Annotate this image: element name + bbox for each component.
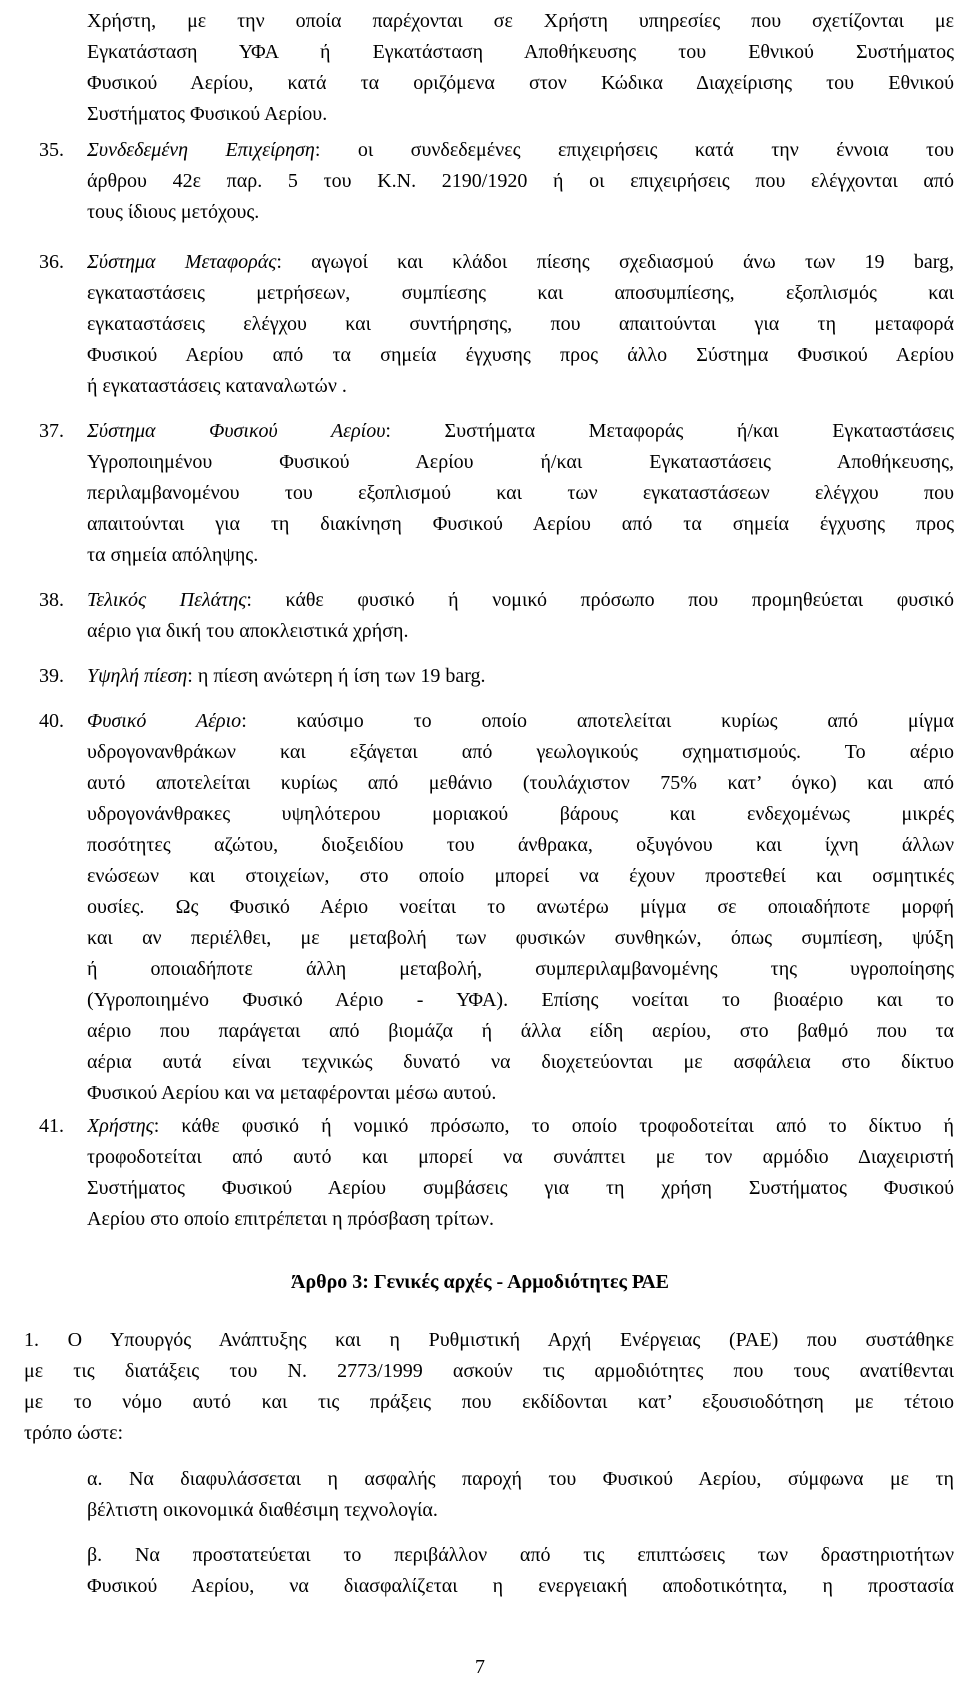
- definition-first-line: [87, 585, 954, 616]
- text-line: τα σημεία απόληψης.: [87, 544, 259, 566]
- definition-number: 40.: [39, 710, 64, 732]
- text-line: υδρογονανθράκων και εξάγεται από γεωλογικούς σχηματισμούς. Το αέριο: [87, 741, 954, 763]
- text-line: απαιτούνται για τη διακίνηση Φυσικού Αερίου από τα σημεία έγχυσης προς: [87, 513, 954, 535]
- definition-text: : κάθε φυσικό ή νομικό πρόσωπο που προμηθεύεται φυσικό: [246, 589, 954, 611]
- text-line: Αερίου στο οποίο επιτρέπεται η πρόσβαση τρίτων.: [87, 1208, 494, 1230]
- definition-term: Φυσικό Αέριο: [87, 710, 242, 732]
- paragraph-text: Ο Υπουργός Ανάπτυξης και η Ρυθμιστική Αρχή Ενέργειας (ΡΑΕ) που συστάθηκε: [67, 1329, 954, 1351]
- list-item-beta: [87, 1540, 954, 1602]
- text-line: τους ίδιους μετόχους.: [87, 201, 260, 223]
- definition-text: : οι συνδεδεμένες επιχειρήσεις κατά την έννοια του: [314, 139, 954, 161]
- article-paragraph-1: [24, 1325, 954, 1449]
- text-line: περιλαμβανομένου του εξοπλισμού και των εγκαταστάσεων ελέγχου που: [87, 482, 954, 504]
- definition-first-line: [87, 1111, 954, 1142]
- definition-text: : Συστήματα Μεταφοράς ή/και Εγκαταστάσεις: [385, 420, 954, 442]
- text-line: άρθρου 42ε παρ. 5 του Κ.Ν. 2190/1920 ή οι επιχειρήσεις που ελέγχονται από: [87, 170, 954, 192]
- definition-number: 38.: [39, 589, 64, 611]
- definition-first-line: [87, 135, 954, 166]
- text-line: βέλτιστη οικονομικά διαθέσιμη τεχνολογία.: [87, 1499, 438, 1521]
- list-item-first-line: [87, 1540, 954, 1571]
- definition-text: : η πίεση ανώτερη ή ίση των 19 barg.: [187, 665, 486, 687]
- list-item-label: β.: [87, 1544, 103, 1566]
- text-line: Υγροποιημένου Φυσικού Αερίου ή/και Εγκαταστάσεις Αποθήκευσης,: [87, 451, 954, 473]
- definition-number: 36.: [39, 251, 64, 273]
- paragraph-number: 1.: [24, 1329, 39, 1351]
- text-line: ουσίες. Ως Φυσικό Αέριο νοείται το ανωτέρω μίγμα σε οποιαδήποτε μορφή: [87, 896, 954, 918]
- list-item-text: Να προστατεύεται το περιβάλλον από τις επιπτώσεις των δραστηριοτήτων: [134, 1544, 954, 1566]
- text-line: εγκαταστάσεις μετρήσεων, συμπίεσης και αποσυμπίεσης, εξοπλισμός και: [87, 282, 954, 304]
- definition-text: : κάθε φυσικό ή νομικό πρόσωπο, το οποίο τροφοδοτείται από το δίκτυο ή: [153, 1115, 954, 1137]
- definition-number: 39.: [39, 665, 64, 687]
- text-line: αυτό αποτελείται κυρίως από μεθάνιο (τουλάχιστον 75% κατ’ όγκο) και από: [87, 772, 954, 794]
- definition-35: [87, 135, 954, 228]
- text-line: εγκαταστάσεις ελέγχου και συντήρησης, που απαιτούνται για τη μεταφορά: [87, 313, 954, 335]
- text-line: και αν περιέλθει, με μεταβολή των φυσικών συνθηκών, όπως συμπίεση, ψύξη: [87, 927, 954, 949]
- definition-first-line: [87, 706, 954, 737]
- definition-38: [87, 585, 954, 647]
- definition-first-line: [87, 416, 954, 447]
- text-line: Χρήστη, με την οποία παρέχονται σε Χρήστη υπηρεσίες που σχετίζονται με: [87, 10, 954, 32]
- text-line: Φυσικού Αερίου από τα σημεία έγχυσης προς άλλο Σύστημα Φυσικού Αερίου: [87, 344, 954, 366]
- definition-term: Συνδεδεμένη Επιχείρηση: [87, 139, 315, 161]
- definition-term: Σύστημα Φυσικού Αερίου: [87, 420, 386, 442]
- list-item-text: Να διαφυλάσσεται η ασφαλής παροχή του Φυσικού Αερίου, σύμφωνα με τη: [128, 1468, 954, 1490]
- text-line: αέριο που παράγεται από βιομάζα ή άλλα είδη αερίου, στο βαθμό που τα: [87, 1020, 954, 1042]
- definition-41: [87, 1111, 954, 1235]
- definition-number: 41.: [39, 1115, 64, 1137]
- text-line: με τις διατάξεις του Ν. 2773/1999 ασκούν τις αρμοδιότητες που τους ανατίθενται: [24, 1360, 954, 1382]
- definition-term: Υψηλή πίεση: [87, 665, 188, 687]
- text-line: ή οποιαδήποτε άλλη μεταβολή, συμπεριλαμβανομένης της υγροποίησης: [87, 958, 954, 980]
- page-number: 7: [475, 1656, 485, 1678]
- definition-39: [87, 661, 954, 692]
- definition-first-line: [87, 247, 954, 278]
- text-line: Συστήματος Φυσικού Αερίου συμβάσεις για τη χρήση Συστήματος Φυσικού: [87, 1177, 954, 1199]
- paragraph-first-line: [24, 1325, 954, 1356]
- list-item-first-line: [87, 1464, 954, 1495]
- list-item-label: α.: [87, 1468, 103, 1490]
- text-line: αέριο για δική του αποκλειστικά χρήση.: [87, 620, 409, 642]
- definition-40: [87, 706, 954, 1109]
- text-line: Φυσικού Αερίου, κατά τα οριζόμενα στον Κώδικα Διαχείρισης του Εθνικού: [87, 72, 954, 94]
- article-heading: Άρθρο 3: Γενικές αρχές - Αρμοδιότητες ΡΑΕ: [291, 1271, 669, 1293]
- continuation-paragraph: [87, 6, 954, 130]
- definition-first-line: [87, 661, 954, 692]
- definition-text: : αγωγοί και κλάδοι πίεσης σχεδιασμού άνω των 19 barg,: [276, 251, 954, 273]
- definition-37: [87, 416, 954, 571]
- text-line: Συστήματος Φυσικού Αερίου.: [87, 103, 328, 125]
- text-line: (Υγροποιημένο Φυσικό Αέριο - ΥΦΑ). Επίσης νοείται το βιοαέριο και το: [87, 989, 954, 1011]
- definition-number: 37.: [39, 420, 64, 442]
- definition-36: [87, 247, 954, 402]
- definition-term: Τελικός Πελάτης: [87, 589, 247, 611]
- definition-number: 35.: [39, 139, 64, 161]
- list-item-alpha: [87, 1464, 954, 1526]
- text-line: Φυσικού Αερίου, να διασφαλίζεται η ενεργειακή αποδοτικότητα, η προστασία: [87, 1575, 954, 1597]
- text-line: αέρια αυτά είναι τεχνικώς δυνατό να διοχετεύονται με ασφάλεια στο δίκτυο: [87, 1051, 954, 1073]
- definition-term: Χρήστης: [87, 1115, 154, 1137]
- text-line: ποσότητες αζώτου, διοξειδίου του άνθρακα, οξυγόνου και ίχνη άλλων: [87, 834, 954, 856]
- text-line: ενώσεων και στοιχείων, στο οποίο μπορεί να έχουν προστεθεί και οσμητικές: [87, 865, 954, 887]
- text-line: Φυσικού Αερίου και να μεταφέρονται μέσω αυτού.: [87, 1082, 497, 1104]
- text-line: Εγκατάσταση ΥΦΑ ή Εγκατάσταση Αποθήκευσης του Εθνικού Συστήματος: [87, 41, 954, 63]
- text-line: τρόπο ώστε:: [24, 1422, 124, 1444]
- text-line: με το νόμο αυτό και τις πράξεις που εκδίδονται κατ’ εξουσιοδότηση με τέτοιο: [24, 1391, 954, 1413]
- text-line: τροφοδοτείται από αυτό και μπορεί να συνάπτει με τον αρμόδιο Διαχειριστή: [87, 1146, 954, 1168]
- definition-text: : καύσιμο το οποίο αποτελείται κυρίως από μίγμα: [241, 710, 954, 732]
- definition-term: Σύστημα Μεταφοράς: [87, 251, 277, 273]
- text-line: υδρογονάνθρακες υψηλότερου μοριακού βάρους και ενδεχομένως μικρές: [87, 803, 954, 825]
- text-line: ή εγκαταστάσεις καταναλωτών .: [87, 375, 347, 397]
